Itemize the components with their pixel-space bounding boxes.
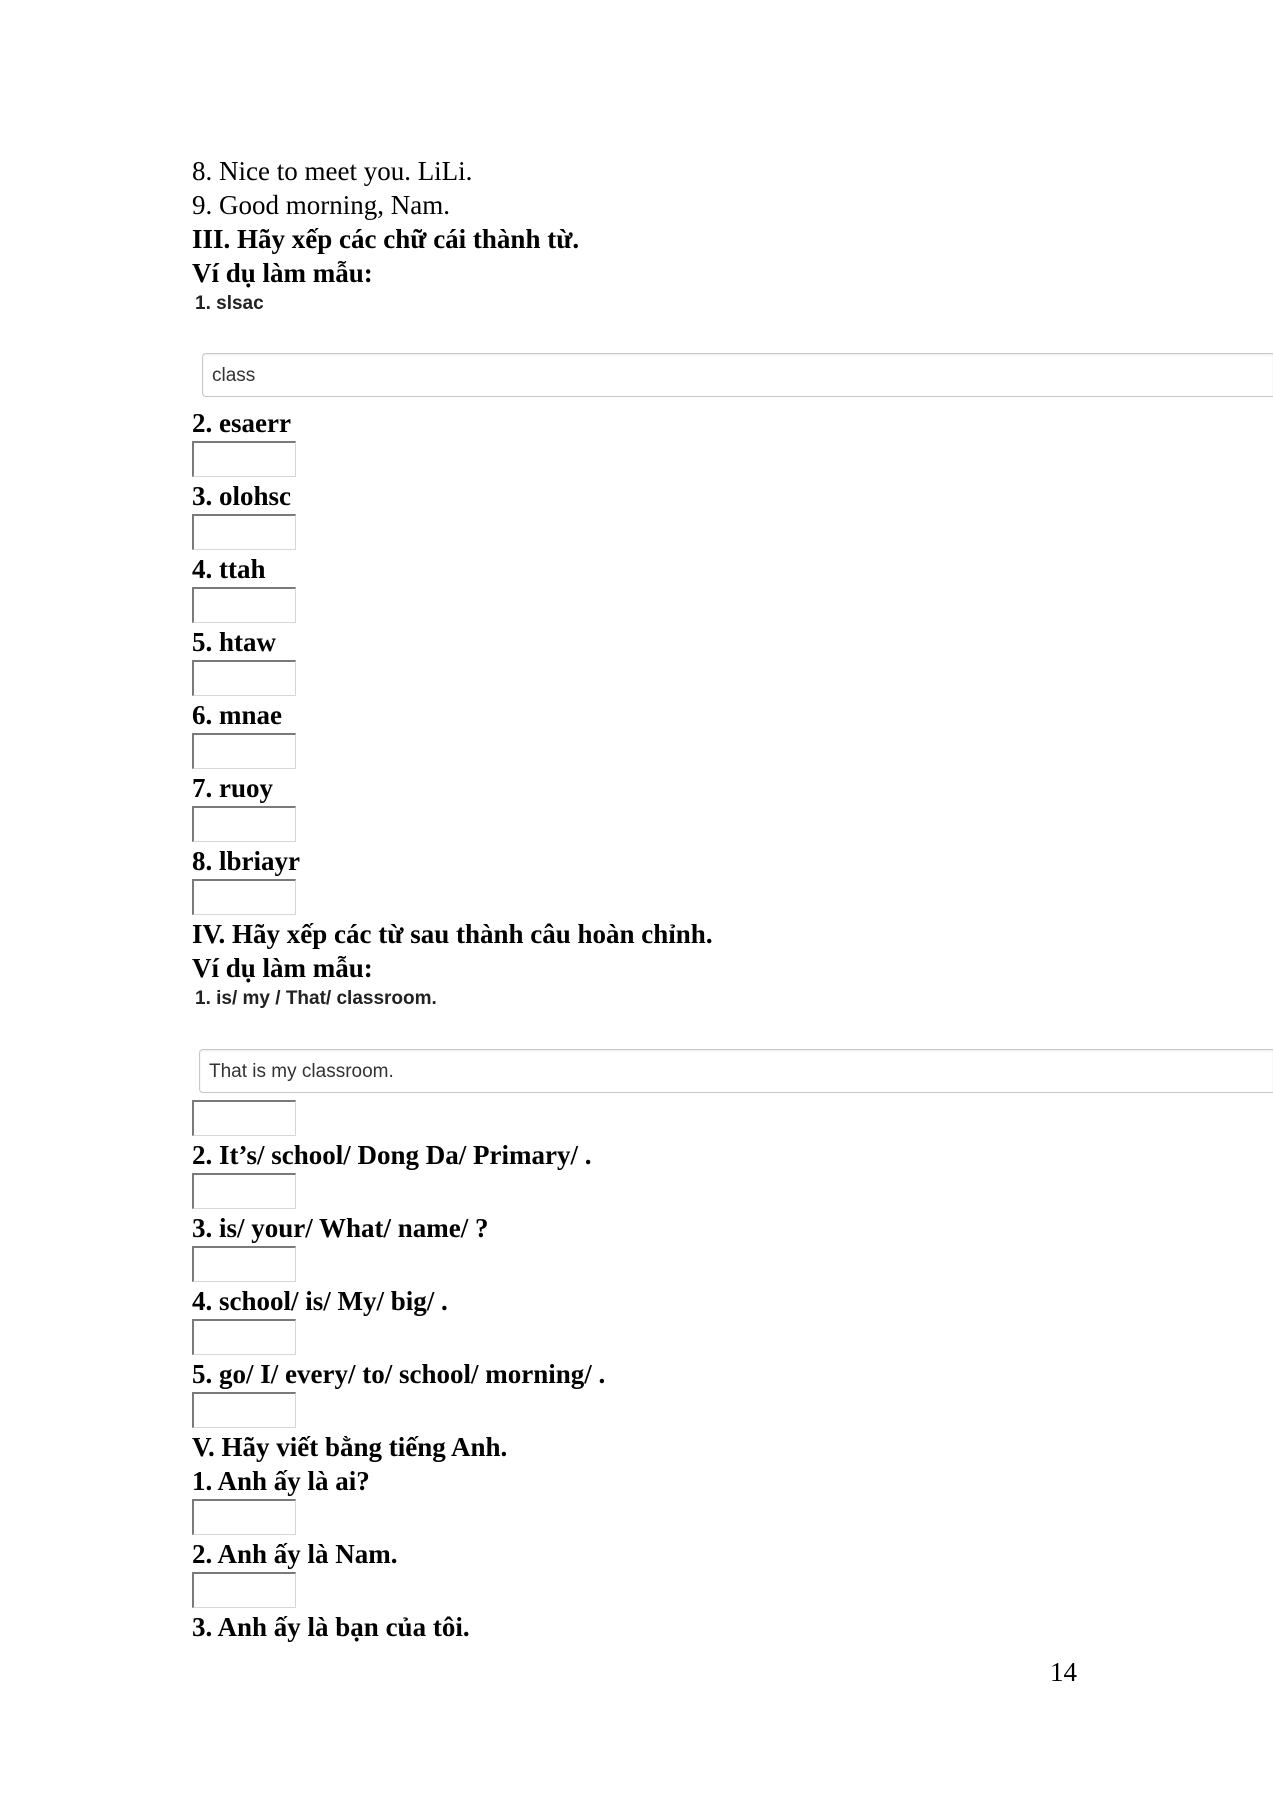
section-4-item-4: 4. school/ is/ My/ big/ . [192, 1286, 448, 1316]
answer-input-3-8[interactable] [192, 879, 296, 915]
section-3-item-2: 2. esaerr [192, 408, 291, 438]
section-4-heading: IV. Hãy xếp các từ sau thành câu hoàn chỉnh. [192, 919, 713, 949]
section-3-example-answer-field[interactable]: class [202, 353, 1273, 397]
section-5-item-1: 1. Anh ấy là ai? [192, 1466, 370, 1496]
section-4-example-label: Ví dụ làm mẫu: [192, 953, 373, 983]
line-8: 8. Nice to meet you. LiLi. [192, 156, 473, 186]
section-3-item-3: 3. olohsc [192, 481, 292, 511]
section-4-example-answer-field[interactable]: That is my classroom. [199, 1049, 1273, 1093]
section-3-item-6: 6. mnae [192, 700, 282, 730]
section-3-item-4: 4. ttah [192, 554, 266, 584]
answer-input-3-6[interactable] [192, 733, 296, 769]
section-4-item-3: 3. is/ your/ What/ name/ ? [192, 1213, 489, 1243]
answer-input-3-5[interactable] [192, 660, 296, 696]
answer-input-3-3[interactable] [192, 514, 296, 550]
answer-input-3-4[interactable] [192, 587, 296, 623]
line-9: 9. Good morning, Nam. [192, 190, 450, 220]
section-3-example-label: Ví dụ làm mẫu: [192, 258, 373, 288]
answer-input-3-2[interactable] [192, 441, 296, 477]
section-5-item-2: 2. Anh ấy là Nam. [192, 1539, 398, 1569]
answer-input-4-1[interactable] [192, 1100, 296, 1136]
answer-input-4-3[interactable] [192, 1246, 296, 1282]
section-3-item-7: 7. ruoy [192, 773, 273, 803]
section-4-item-2: 2. It’s/ school/ Dong Da/ Primary/ . [192, 1140, 592, 1170]
section-4-item-5: 5. go/ I/ every/ to/ school/ morning/ . [192, 1359, 606, 1389]
answer-input-4-4[interactable] [192, 1319, 296, 1355]
answer-input-4-2[interactable] [192, 1173, 296, 1209]
section-4-example-question: 1. is/ my / That/ classroom. [195, 988, 437, 1009]
section-5-item-3: 3. Anh ấy là bạn của tôi. [192, 1612, 470, 1642]
answer-input-4-5[interactable] [192, 1392, 296, 1428]
answer-input-3-7[interactable] [192, 806, 296, 842]
section-3-item-5: 5. htaw [192, 627, 277, 657]
section-3-example-question: 1. slsac [195, 293, 264, 314]
answer-input-5-1[interactable] [192, 1499, 296, 1535]
section-3-item-8: 8. lbriayr [192, 846, 300, 876]
page-number: 14 [1050, 1657, 1077, 1687]
answer-input-5-2[interactable] [192, 1572, 296, 1608]
section-5-heading: V. Hãy viết bằng tiếng Anh. [192, 1432, 508, 1462]
section-3-heading: III. Hãy xếp các chữ cái thành từ. [192, 224, 580, 254]
